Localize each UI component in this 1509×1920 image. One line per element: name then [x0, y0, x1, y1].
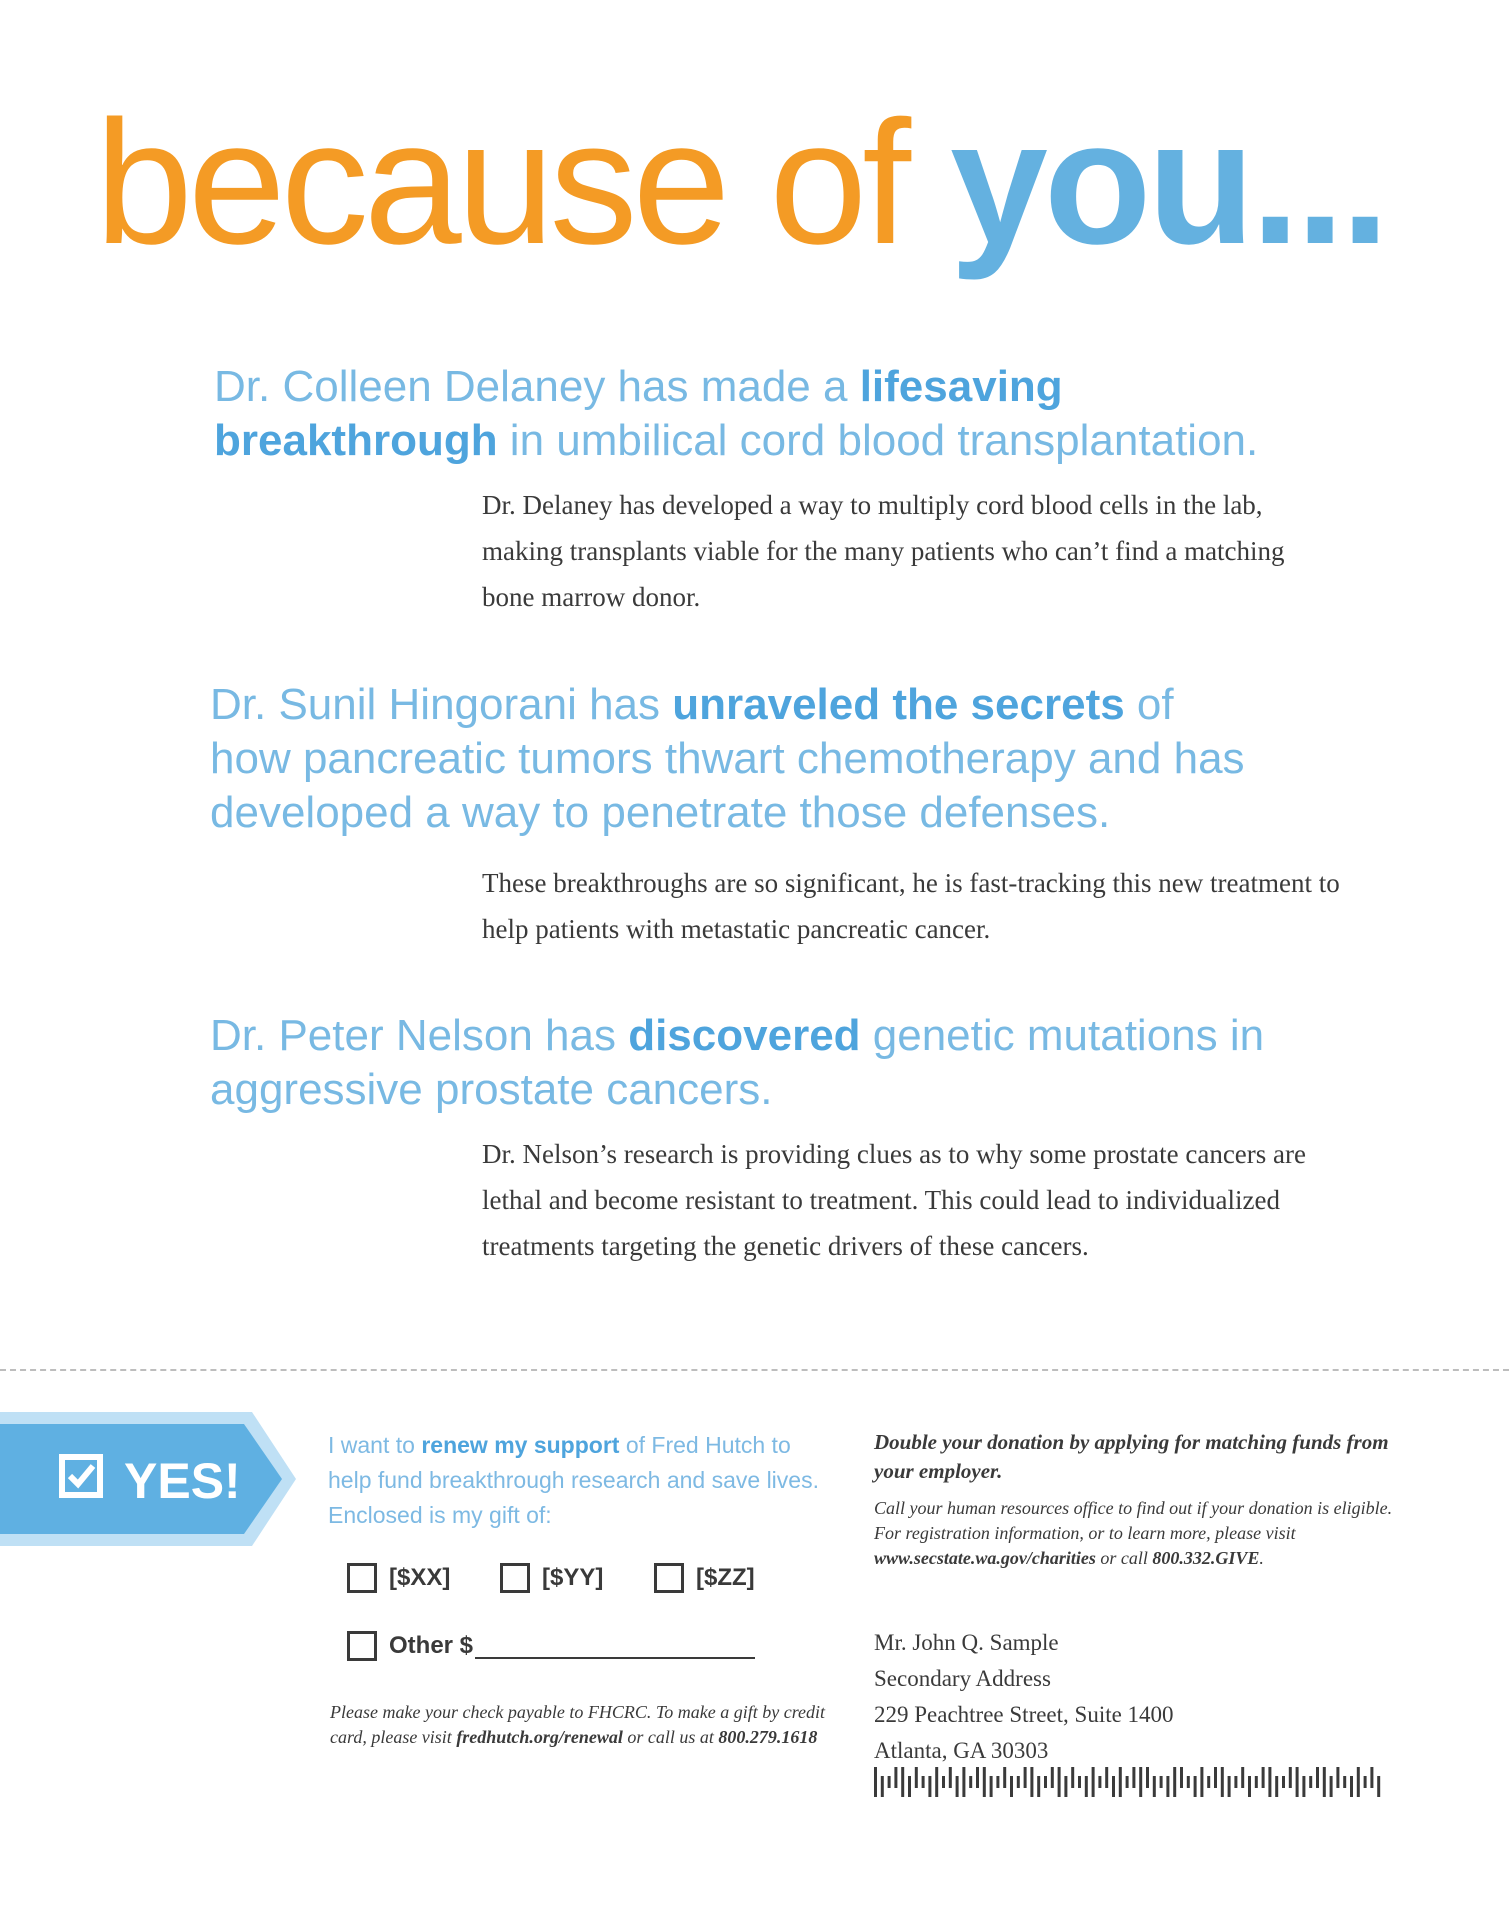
gift-option-1-checkbox[interactable]	[347, 1563, 377, 1593]
barcode-bar	[1044, 1776, 1047, 1788]
support-bold: renew my support	[421, 1432, 620, 1458]
story-1-lead-pre: Dr. Colleen Delaney has made a	[214, 362, 860, 411]
barcode-bar	[1282, 1776, 1285, 1788]
payment-note	[330, 1700, 850, 1750]
story-2-lead-post-3: developed a way to penetrate those defenses.	[210, 788, 1111, 837]
barcode-bar	[1105, 1767, 1108, 1788]
checkbox-checked-icon	[56, 1451, 106, 1501]
barcode-bar	[1370, 1767, 1373, 1788]
gift-option-2-label: [$YY]	[542, 1564, 604, 1591]
payment-note-mid: or call us at	[622, 1727, 719, 1747]
barcode-bar	[983, 1767, 986, 1797]
barcode-bar	[1336, 1767, 1339, 1788]
barcode-bar	[1078, 1776, 1081, 1788]
barcode-bar	[1085, 1776, 1088, 1797]
barcode-bar	[1221, 1767, 1224, 1797]
barcode-bar	[1166, 1776, 1169, 1797]
barcode-bar	[1296, 1767, 1299, 1797]
story-1-lead-bold-2: breakthrough	[214, 416, 498, 465]
postal-barcode	[873, 1767, 1393, 1797]
barcode-bar	[1092, 1767, 1095, 1797]
barcode-bar	[915, 1767, 918, 1788]
barcode-bar	[1071, 1767, 1074, 1788]
story-2-body: These breakthroughs are so significant, he is fast-tracking this new treatment to help patients with metastatic pancreatic cancer.	[482, 868, 1340, 944]
barcode-bar	[1350, 1776, 1353, 1797]
barcode-bar	[956, 1776, 959, 1797]
headline-part-orange: because of	[95, 85, 950, 281]
barcode-bar	[949, 1767, 952, 1788]
barcode-bar	[1316, 1767, 1319, 1788]
barcode-bar	[1207, 1776, 1210, 1788]
barcode-bar	[894, 1767, 897, 1788]
barcode-bar	[1139, 1767, 1142, 1797]
story-3-lead-post-1: genetic mutations in	[860, 1011, 1265, 1060]
address-line2: Secondary Address	[874, 1666, 1051, 1691]
barcode-bar	[1112, 1776, 1115, 1797]
barcode-bar	[996, 1776, 999, 1788]
barcode-bar	[1323, 1767, 1326, 1797]
barcode-bar	[881, 1776, 884, 1797]
story-3-body: Dr. Nelson’s research is providing clues as to why some prostate cancers are lethal and become resistant to treatment. This could lead to individualized treatments targeting the genetic drivers of these cancers.	[482, 1139, 1307, 1261]
address-name: Mr. John Q. Sample	[874, 1630, 1059, 1655]
story-2-lead-bold: unraveled the secrets	[672, 680, 1125, 729]
barcode-bar	[1275, 1776, 1278, 1797]
barcode-bar	[1126, 1776, 1129, 1788]
barcode-bar	[1343, 1776, 1346, 1788]
gift-option-2-checkbox[interactable]	[500, 1563, 530, 1593]
barcode-bar	[1330, 1776, 1333, 1797]
story-2-lead-post-1: of	[1124, 680, 1174, 729]
gift-option-other-checkbox[interactable]	[347, 1631, 377, 1661]
barcode-bar	[1377, 1776, 1380, 1797]
barcode-bar	[1194, 1776, 1197, 1797]
story-3-lead-post-2: aggressive prostate cancers.	[210, 1065, 773, 1114]
story-3-lead-bold: discovered	[628, 1011, 861, 1060]
gift-option-3[interactable]	[654, 1563, 755, 1593]
gift-option-3-checkbox[interactable]	[654, 1563, 684, 1593]
address-street: 229 Peachtree Street, Suite 1400	[874, 1702, 1174, 1727]
support-post: of Fred Hutch to help fund breakthrough research and save lives. Enclosed is my gift of:	[328, 1432, 819, 1528]
barcode-bar	[1364, 1776, 1367, 1788]
headline-part-blue: you...	[950, 85, 1386, 281]
mailing-address	[874, 1625, 1174, 1769]
barcode-bar	[1248, 1776, 1251, 1797]
headline	[95, 85, 1386, 281]
payment-note-phone: 800.279.1618	[718, 1727, 818, 1747]
gift-option-1-label: [$XX]	[389, 1564, 451, 1591]
matching-phone: 800.332.GIVE	[1152, 1548, 1260, 1568]
barcode-bar	[1241, 1767, 1244, 1788]
barcode-bar	[1255, 1776, 1258, 1788]
matching-url: www.secstate.wa.gov/charities	[874, 1548, 1096, 1568]
barcode-bar	[969, 1776, 972, 1788]
barcode-bar	[1234, 1776, 1237, 1788]
barcode-bar	[1017, 1776, 1020, 1788]
barcode-bar	[1302, 1776, 1305, 1797]
barcode-bar	[1010, 1776, 1013, 1797]
payment-note-url: fredhutch.org/renewal	[456, 1727, 623, 1747]
barcode-bar	[962, 1767, 965, 1797]
barcode-bar	[888, 1776, 891, 1788]
barcode-bar	[901, 1767, 904, 1797]
barcode-bar	[1173, 1767, 1176, 1797]
story-1-lead	[214, 360, 1258, 468]
barcode-bar	[1146, 1767, 1149, 1788]
barcode-bar	[1309, 1776, 1312, 1788]
support-statement	[328, 1428, 838, 1533]
gift-option-1[interactable]	[347, 1563, 450, 1593]
barcode-bar	[922, 1776, 925, 1788]
barcode-bar	[935, 1767, 938, 1797]
story-1-lead-bold: lifesaving	[859, 362, 1063, 411]
barcode-bar	[908, 1776, 911, 1797]
barcode-bar	[1003, 1767, 1006, 1788]
gift-option-3-label: [$ZZ]	[696, 1564, 755, 1591]
barcode-bar	[1119, 1767, 1122, 1797]
other-amount-field[interactable]	[475, 1633, 755, 1659]
barcode-bar	[1180, 1767, 1183, 1788]
story-2-lead-post-2: how pancreatic tumors thwart chemotherapy and has	[210, 734, 1245, 783]
barcode-bar	[1160, 1776, 1163, 1788]
barcode-bar	[1228, 1776, 1231, 1797]
gift-option-other-label: Other $	[389, 1632, 474, 1659]
matching-text-pre: Call your human resources office to find out if your donation is eligible. For registration information, or to learn more, please visit	[874, 1498, 1393, 1543]
barcode-bar	[976, 1767, 979, 1788]
barcode-bar	[990, 1776, 993, 1797]
barcode-bar	[1214, 1767, 1217, 1788]
address-city: Atlanta, GA 30303	[874, 1738, 1049, 1763]
matching-text-mid: or call	[1095, 1548, 1153, 1568]
payment-note-pre: Please make your check payable to FHCRC. To make a gift by credit card, please visit	[330, 1702, 826, 1747]
story-2-lead-pre: Dr. Sunil Hingorani has	[210, 680, 673, 729]
story-2-lead	[210, 678, 1245, 840]
matching-text-end: .	[1259, 1548, 1264, 1568]
matching-text	[874, 1496, 1394, 1571]
barcode-bar	[1357, 1767, 1360, 1797]
gift-option-other[interactable]	[347, 1631, 755, 1661]
barcode-bar	[1268, 1767, 1271, 1797]
barcode-bar	[1098, 1776, 1101, 1788]
barcode-bar	[1200, 1767, 1203, 1797]
story-1-lead-post: in umbilical cord blood transplantation.	[497, 416, 1259, 465]
story-3-lead	[210, 1009, 1264, 1117]
barcode-bar	[1153, 1776, 1156, 1797]
barcode-bar	[1064, 1776, 1067, 1797]
barcode-bar	[1030, 1767, 1033, 1797]
barcode-bar	[1037, 1776, 1040, 1797]
barcode-bar	[1058, 1767, 1061, 1797]
barcode-bar	[1024, 1767, 1027, 1788]
barcode-bar	[1289, 1767, 1292, 1788]
gift-option-2[interactable]	[500, 1563, 603, 1593]
story-1-body: Dr. Delaney has developed a way to multiply cord blood cells in the lab, making transplants viable for the many patients who can’t find a matching bone marrow donor.	[482, 490, 1285, 612]
barcode-bar	[1132, 1767, 1135, 1788]
cut-line	[0, 1369, 1509, 1371]
barcode-bar	[1051, 1767, 1054, 1788]
barcode-bar	[1262, 1767, 1265, 1788]
barcode-bar	[1187, 1776, 1190, 1788]
barcode-bar	[874, 1767, 877, 1797]
barcode-bar	[928, 1776, 931, 1797]
support-pre: I want to	[328, 1432, 422, 1458]
yes-label: YES!	[124, 1453, 241, 1509]
barcode-bar	[942, 1776, 945, 1788]
matching-heading: Double your donation by applying for matching funds from your employer.	[874, 1430, 1389, 1483]
story-3-lead-pre: Dr. Peter Nelson has	[210, 1011, 629, 1060]
